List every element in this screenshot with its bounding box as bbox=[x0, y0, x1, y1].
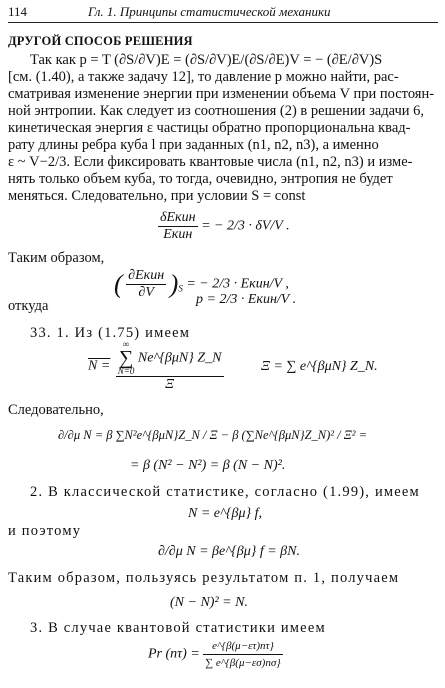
para1-line-1: Так как p = T (∂S/∂V)E = (∂S/∂V)E/(∂S/∂E)V = − (∂E/∂V)S bbox=[30, 52, 383, 68]
eq4-numerator-text: Ne^{βμN} Z_N bbox=[137, 350, 222, 366]
para1-line-3: сматривая изменение энергии при изменении объема V при постоян- bbox=[8, 86, 435, 102]
eq2-fraction bbox=[126, 268, 166, 301]
problem-33-1: 33. 1. Из (1.75) имеем bbox=[30, 325, 191, 341]
page-number: 114 bbox=[8, 4, 28, 19]
text-consequently: Следовательно, bbox=[8, 402, 104, 418]
eq2-open-paren: ( bbox=[114, 269, 123, 299]
eq4-sum-symbol: ∑ bbox=[118, 347, 134, 369]
eq4-lhs: N = bbox=[88, 358, 111, 374]
eq1-fraction bbox=[158, 210, 198, 243]
eq4-fraction bbox=[116, 340, 224, 393]
eq1-denominator: Eкин bbox=[163, 227, 193, 242]
para1-line-8: нять только объем куба, то тогда, очевидно, энтропия не будет bbox=[8, 171, 393, 187]
eq9-lhs: Pr (nτ) = bbox=[148, 646, 200, 662]
eq9-fraction bbox=[203, 638, 282, 671]
eq4-sum bbox=[118, 340, 135, 376]
equation-7: ∂/∂μ N = βe^{βμ} f = βN. bbox=[158, 544, 300, 559]
eq1-numerator: δEкин bbox=[160, 210, 196, 225]
para1-line-9: меняться. Следовательно, при условии S = const bbox=[8, 188, 306, 204]
part-3-intro: 3. В случае квантовой статистики имеем bbox=[30, 620, 326, 636]
eq4-sum-bottom: N=0 bbox=[117, 366, 135, 376]
eq2-rhs: = − 2/3 · Eкин/V , bbox=[186, 276, 289, 292]
para1-line-2: [см. (1.40), а также задачу 12], то давление p можно найти, рас- bbox=[8, 69, 399, 85]
eq4-denominator: Ξ bbox=[165, 377, 175, 392]
equation-4 bbox=[88, 340, 378, 393]
eq9-denominator: ∑ e^{β(μ−εσ)nσ} bbox=[205, 657, 281, 669]
para1-line-5: кинетическая энергия ε частицы обратно пропорциональна квад- bbox=[8, 120, 411, 136]
para1-line-6: рату длины ребра куба l при заданных (n1, n2, n3), а именно bbox=[8, 137, 379, 153]
running-title: Гл. 1. Принципы статистической механики bbox=[88, 4, 331, 19]
eq2-close-paren: ) bbox=[169, 269, 179, 299]
equation-8: (N − N)² = N. bbox=[170, 595, 248, 610]
eq4-numerator bbox=[116, 340, 224, 377]
text-whence: откуда bbox=[8, 298, 49, 314]
eq4-sum-top: ∞ bbox=[122, 339, 130, 349]
part-2-intro: 2. В классической статистике, согласно (1.99), имеем bbox=[30, 484, 420, 500]
eq2-numerator: ∂Eкин bbox=[128, 268, 165, 283]
equation-3: p = 2/3 · Eкин/V . bbox=[196, 292, 297, 307]
eq1-rhs: = − 2/3 · δV/V . bbox=[201, 218, 290, 234]
para1-line-4: ной энтропии. Как следует из соотношения (2) в решении задачи 6, bbox=[8, 103, 425, 119]
equation-5-line-2: = β (N² − N²) = β (N − N)². bbox=[130, 458, 286, 473]
header-rule bbox=[8, 22, 438, 23]
section-title: ДРУГОЙ СПОСОБ РЕШЕНИЯ bbox=[8, 34, 193, 48]
eq4-right: Ξ = ∑ e^{βμN} Z_N. bbox=[261, 358, 378, 374]
equation-5-line-1: ∂/∂μ N = β ∑N²e^{βμN}Z_N / Ξ − β (∑Ne^{βμN}Z_N)² / Ξ² = bbox=[58, 428, 368, 442]
equation-1 bbox=[158, 210, 290, 243]
eq2-denominator: ∂V bbox=[138, 285, 154, 300]
eq9-numerator: e^{β(μ−ετ)nτ} bbox=[203, 638, 282, 655]
text-and-therefore: и поэтому bbox=[8, 523, 82, 539]
para1-line-7: ε ~ V−2/3. Если фиксировать квантовые числа (n1, n2, n3) и изме- bbox=[8, 154, 413, 170]
part-2-result: Таким образом, пользуясь результатом п. 1, получаем bbox=[8, 570, 400, 586]
text-thus: Таким образом, bbox=[8, 250, 105, 266]
equation-6: N = e^{βμ} f, bbox=[188, 506, 262, 521]
equation-9 bbox=[148, 638, 283, 671]
eq2-subscript: S bbox=[178, 283, 183, 294]
